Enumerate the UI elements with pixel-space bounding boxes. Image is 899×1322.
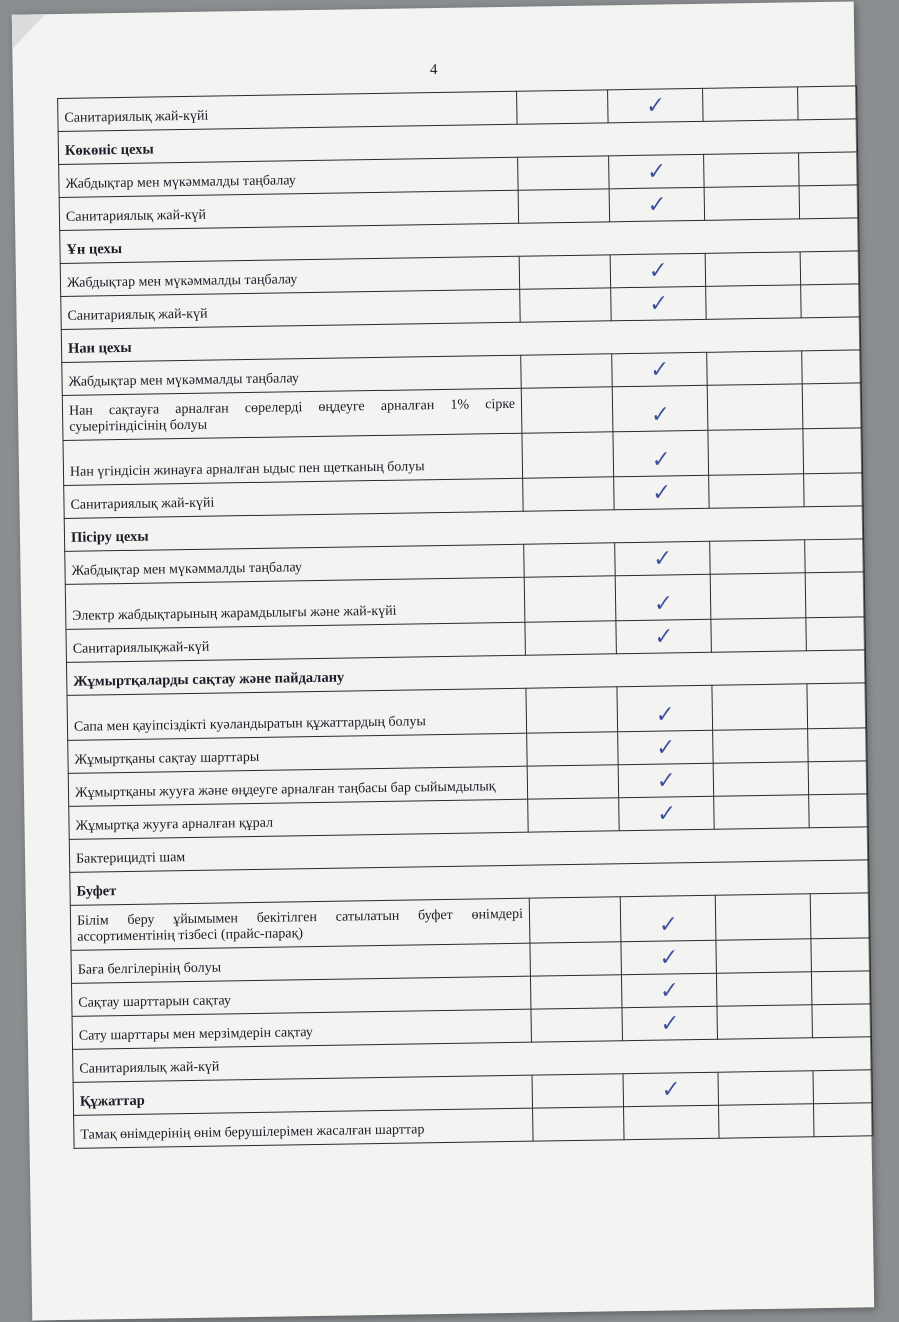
checkmark-icon: ✓ <box>655 734 675 762</box>
row-label: Электр жабдықтарының жарамдылығы және жай-күйі <box>65 577 525 629</box>
checkmark-icon: ✓ <box>656 767 676 795</box>
empty-cell <box>711 618 807 652</box>
empty-cell <box>704 153 800 187</box>
empty-cell <box>707 384 803 430</box>
empty-cell <box>811 938 871 972</box>
empty-cell <box>518 189 610 223</box>
checkmark-icon: ✓ <box>648 257 668 285</box>
row-label: Сақтау шарттарын сақтау <box>72 976 531 1016</box>
check-cell <box>621 973 717 1007</box>
empty-cell <box>519 255 611 289</box>
checkmark-icon: ✓ <box>646 158 666 186</box>
empty-cell <box>799 152 859 186</box>
empty-cell <box>713 762 809 796</box>
folded-corner <box>12 14 47 49</box>
row-label: Жабдықтар мен мүкәммалды таңбалау <box>62 355 521 395</box>
empty-cell <box>530 942 622 976</box>
empty-cell <box>710 540 806 574</box>
empty-cell <box>812 1004 872 1038</box>
check-cell <box>620 895 716 941</box>
row-label: Жабдықтар мен мүкәммалды таңбалау <box>59 157 518 197</box>
section-label: Буфет <box>70 860 869 906</box>
empty-cell <box>704 186 800 220</box>
checkmark-icon: ✓ <box>649 356 670 384</box>
row-label: Санитариялық жай-күй <box>61 289 520 329</box>
empty-cell <box>798 86 858 120</box>
empty-cell <box>524 576 616 622</box>
empty-cell <box>520 288 612 322</box>
empty-cell <box>526 687 618 733</box>
empty-cell <box>809 794 869 828</box>
empty-cell <box>517 90 609 124</box>
empty-cell <box>810 893 870 939</box>
check-cell <box>613 430 709 476</box>
empty-cell <box>712 684 808 730</box>
empty-cell <box>713 729 809 763</box>
empty-cell <box>717 1005 813 1039</box>
check-cell <box>622 1006 718 1040</box>
row-label: Білім беру ұйымымен бекітілген сатылатын буфет өнімдері ассортиментінің тізбесі (прайс-парақ) <box>70 898 530 950</box>
check-cell <box>614 475 710 509</box>
check-cell <box>609 154 705 188</box>
empty-cell <box>718 1071 814 1105</box>
empty-cell <box>706 285 802 319</box>
checkmark-icon: ✓ <box>645 92 665 120</box>
checkmark-icon: ✓ <box>650 401 670 429</box>
empty-cell <box>808 728 868 762</box>
check-cell <box>610 253 706 287</box>
check-cell <box>624 1105 720 1139</box>
row-label: Санитариялық жай-күйі <box>64 478 523 518</box>
check-cell <box>612 385 708 431</box>
empty-cell <box>527 765 619 799</box>
empty-cell <box>529 897 621 943</box>
checkmark-icon: ✓ <box>653 590 673 618</box>
row-label: Нан үгіндісін жинауға арналған ыдыс пен щетканың болуы <box>63 433 523 485</box>
empty-cell <box>527 732 619 766</box>
section-label: Нан цехы <box>61 317 860 363</box>
empty-cell <box>714 795 810 829</box>
row-label: Жабдықтар мен мүкәммалды таңбалау <box>65 544 524 584</box>
check-cell <box>611 286 707 320</box>
empty-cell <box>525 621 617 655</box>
section-label: Құжаттар <box>73 1075 532 1115</box>
checkmark-icon: ✓ <box>654 623 674 651</box>
empty-cell <box>707 351 803 385</box>
checkmark-icon: ✓ <box>659 977 679 1005</box>
empty-cell <box>521 387 613 433</box>
row-label: Жабдықтар мен мүкәммалды таңбалау <box>60 256 519 296</box>
section-label: Көкөніс цехы <box>58 119 857 165</box>
row-label: Нан сақтауға арналған сөрелерді өңдеуге арналған 1% сірке суыерітіндісінің болуы <box>62 388 522 440</box>
check-cell <box>623 1072 719 1106</box>
empty-cell <box>710 573 806 619</box>
row-label: Сапа мен қауіпсіздікті куәландыратын құжаттардың болуы <box>67 688 527 740</box>
empty-cell <box>813 1103 873 1137</box>
empty-cell <box>522 432 614 478</box>
empty-cell <box>518 156 610 190</box>
check-cell <box>617 685 713 731</box>
empty-cell <box>705 252 801 286</box>
check-cell <box>615 574 711 620</box>
inspection-checklist-table <box>57 85 873 1148</box>
checkmark-icon: ✓ <box>652 545 672 573</box>
document-page <box>12 1 874 1320</box>
empty-cell <box>531 1008 623 1042</box>
check-cell <box>619 796 715 830</box>
checkmark-icon: ✓ <box>660 1010 680 1038</box>
empty-cell <box>528 798 620 832</box>
empty-cell <box>523 477 615 511</box>
empty-cell <box>533 1107 625 1141</box>
checkmark-icon: ✓ <box>651 479 671 507</box>
row-label: Жұмыртқаны сақтау шарттары <box>68 733 527 773</box>
empty-cell <box>811 971 871 1005</box>
check-cell <box>608 88 704 122</box>
empty-cell <box>715 894 811 940</box>
checkmark-icon: ✓ <box>656 800 676 828</box>
empty-cell <box>806 617 866 651</box>
check-cell <box>616 619 712 653</box>
row-label: Жұмыртқа жууға арналған құрал <box>69 799 528 839</box>
page-number: 4 <box>429 62 438 79</box>
empty-cell <box>716 939 812 973</box>
row-label: Бактерицидті шам <box>69 827 868 873</box>
checkmark-icon: ✓ <box>647 191 667 219</box>
check-cell <box>612 352 708 386</box>
empty-cell <box>804 473 864 507</box>
empty-cell <box>813 1070 873 1104</box>
empty-cell <box>521 354 613 388</box>
empty-cell <box>800 251 860 285</box>
checkmark-icon: ✓ <box>661 1076 681 1104</box>
empty-cell <box>805 572 865 618</box>
checkmark-icon: ✓ <box>651 446 671 474</box>
check-cell <box>618 763 714 797</box>
check-cell <box>615 541 711 575</box>
empty-cell <box>716 972 812 1006</box>
row-label: Жұмыртқаны жууға және өңдеуге арналған таңбасы бар сыйымдылық <box>68 766 527 806</box>
empty-cell <box>808 761 868 795</box>
row-label: Санитариялық жай-күй <box>73 1037 872 1083</box>
empty-cell <box>709 474 805 508</box>
empty-cell <box>530 975 622 1009</box>
check-cell <box>621 940 717 974</box>
empty-cell <box>807 683 867 729</box>
empty-cell <box>703 87 799 121</box>
row-label: Санитариялықжай-күй <box>66 622 525 662</box>
row-label: Санитариялық жай-күй <box>59 190 518 230</box>
empty-cell <box>799 185 859 219</box>
empty-cell <box>803 428 863 474</box>
empty-cell <box>802 383 862 429</box>
checkmark-icon: ✓ <box>658 911 678 939</box>
section-label: Ұн цехы <box>60 218 859 264</box>
row-label: Санитариялық жай-күйі <box>58 91 517 131</box>
checkmark-icon: ✓ <box>655 701 675 729</box>
row-label: Баға белгілерінің болуы <box>71 943 530 983</box>
row-label: Тамақ өнімдерінің өнім берушілерімен жасалған шарттар <box>74 1108 533 1148</box>
checkmark-icon: ✓ <box>648 290 668 318</box>
empty-cell <box>801 284 861 318</box>
empty-cell <box>532 1074 624 1108</box>
section-label: Пісіру цехы <box>64 506 863 552</box>
section-label: Жұмыртқаларды сақтау және пайдалану <box>66 650 865 696</box>
checkmark-icon: ✓ <box>659 944 679 972</box>
empty-cell <box>708 429 804 475</box>
check-cell <box>609 187 705 221</box>
empty-cell <box>524 543 616 577</box>
empty-cell <box>805 539 865 573</box>
empty-cell <box>802 350 862 384</box>
check-cell <box>618 730 714 764</box>
empty-cell <box>719 1104 815 1138</box>
row-label: Сату шарттары мен мерзімдерін сақтау <box>72 1009 531 1049</box>
